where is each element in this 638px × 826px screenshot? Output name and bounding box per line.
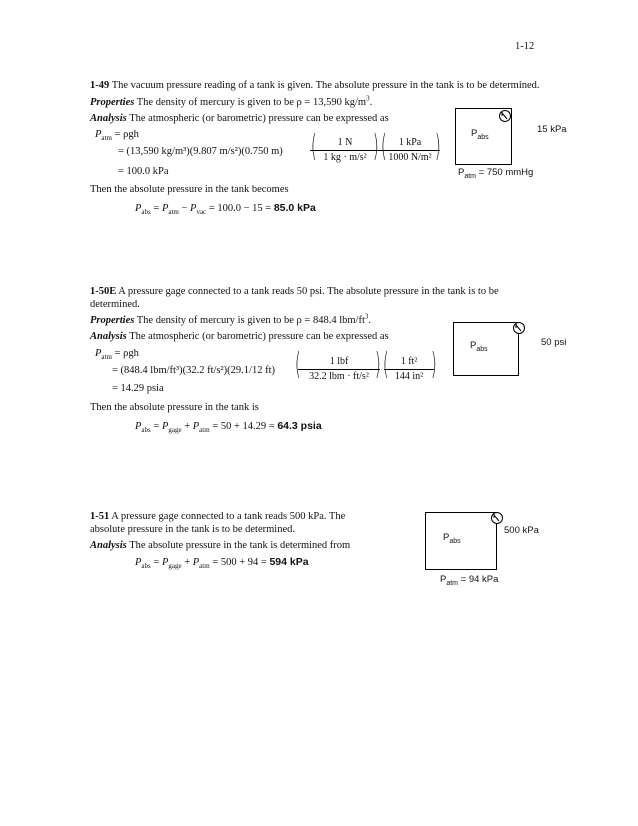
eq-patm-lhs: $P_{atm} = \rho gh$ — [95, 348, 139, 362]
frac-den: 144 in² — [384, 369, 434, 382]
paren-open-1: ( — [294, 347, 301, 382]
paren-close-1: ) — [374, 347, 381, 382]
problem-number: 1-49 — [90, 80, 110, 91]
statement-text: The vacuum pressure reading of a tank is given. The absolute pressure in the tank is to be determined. — [111, 80, 540, 91]
then-text: Then the absolute pressure in the tank is — [90, 402, 259, 413]
gauge-reading: 50 psi — [541, 337, 567, 348]
properties-text: The density of mercury is given to be ρ = 13,590 kg/m — [136, 97, 367, 108]
eq-substitution: = (848.4 lbm/ft³)(32.2 ft/s²)(29.1/12 ft) — [112, 365, 275, 376]
analysis-text: The absolute pressure in the tank is determined from — [129, 540, 351, 551]
properties-label: Properties — [90, 315, 135, 326]
analysis-label: Analysis — [90, 113, 127, 124]
properties-label: Properties — [90, 97, 135, 108]
paren-open-2: ( — [380, 129, 387, 164]
problem-number: 1-50E — [90, 286, 117, 297]
eq-pabs: $P_{abs} = P_{gage} + P_{atm} = 50 + 14.29 = 64.3$ psia — [135, 420, 322, 435]
eq-result-line: = 14.29 psia — [112, 383, 164, 394]
eq-rhogh: = ρgh — [114, 348, 139, 359]
result-value: 64.3 psia — [277, 420, 322, 432]
tank-pabs-label: $P_{abs}$ — [470, 340, 488, 353]
gauge-icon — [498, 109, 512, 123]
eq-patm-lhs: $P_{atm} = \rho gh$ — [95, 129, 139, 143]
frac-den: 32.2 lbm · ft/s² — [298, 369, 380, 382]
result-value: 85.0 kPa — [273, 202, 316, 214]
frac-2 — [380, 137, 440, 163]
then-text: Then the absolute pressure in the tank becomes — [90, 184, 289, 195]
patm-label: $P_{atm} = 750$ mmHg — [458, 167, 534, 180]
eq-rhogh: = ρgh — [114, 129, 139, 140]
gauge-icon — [490, 511, 504, 525]
paren-close-2: ) — [430, 347, 437, 382]
properties-sup: 3 — [366, 94, 370, 103]
frac-num: 1 kPa — [398, 137, 422, 148]
statement-text-2: determined. — [90, 299, 140, 310]
problem-1-50e-properties: Properties The density of mercury is given to be ρ = 848.4 lbm/$ft^3$. — [90, 312, 372, 326]
problem-1-51-statement — [90, 510, 345, 523]
problem-1-50e-analysis — [90, 330, 389, 343]
problem-number: 1-51 — [90, 511, 110, 522]
statement-text: A pressure gage connected to a tank reads 50 psi. The absolute pressure in the tank is to be — [118, 286, 499, 297]
properties-sup: 3 — [364, 312, 369, 321]
eq-pabs: $P_{abs} = P_{gage} + P_{atm} = 500 + 94 = 594$ kPa — [135, 556, 309, 571]
frac-num: 1 ft² — [400, 356, 418, 367]
frac-1 — [310, 137, 380, 163]
frac-2 — [384, 356, 434, 382]
eq-substitution: = (13,590 kg/m³)(9.807 m/s²)(0.750 m) — [118, 146, 283, 157]
eq-pabs: $P_{abs} = P_{atm} - P_{vac} = 100.0 - 15 = 85.0$ kPa — [135, 202, 316, 217]
problem-1-50e-statement — [90, 285, 499, 298]
eq-result-line: = 100.0 kPa — [118, 166, 169, 177]
frac-num: 1 N — [337, 137, 353, 148]
eq-pabs-rhs: = 500 + 94 = — [212, 557, 267, 568]
problem-1-49-properties: Properties The density of mercury is given to be ρ = 13,590 $kg/m^3$. — [90, 94, 373, 108]
statement-text: A pressure gage connected to a tank reads 500 kPa. The — [111, 511, 346, 522]
paren-close-2: ) — [434, 129, 441, 164]
paren-open-1: ( — [310, 129, 317, 164]
eq-pabs-rhs: = 50 + 14.29 = — [212, 421, 275, 432]
patm-label: $P_{atm} = 94$ kPa — [440, 574, 499, 587]
tank-box — [425, 512, 497, 570]
problem-1-49-statement — [90, 79, 540, 92]
tank-pabs-label: $P_{abs}$ — [471, 128, 489, 141]
problem-1-49-analysis — [90, 112, 389, 125]
gauge-reading: 500 kPa — [504, 525, 539, 536]
analysis-text: The atmospheric (or barometric) pressure can be expressed as — [129, 331, 389, 342]
problem-1-51-analysis — [90, 539, 350, 552]
analysis-label: Analysis — [90, 331, 127, 342]
paren-open-2: ( — [382, 347, 389, 382]
frac-num: 1 lbf — [329, 356, 349, 367]
statement-text-2: absolute pressure in the tank is to be determined. — [90, 524, 295, 535]
gauge-icon — [512, 321, 526, 335]
paren-close-1: ) — [372, 129, 379, 164]
page-number: 1-12 — [515, 41, 535, 52]
gauge-reading: 15 kPa — [537, 124, 567, 135]
analysis-label: Analysis — [90, 540, 127, 551]
frac-den: 1000 N/m² — [380, 150, 440, 163]
analysis-text: The atmospheric (or barometric) pressure can be expressed as — [129, 113, 389, 124]
eq-pabs-rhs: = 100.0 − 15 = — [208, 203, 272, 214]
tank-pabs-label: $P_{abs}$ — [443, 532, 461, 545]
frac-1 — [298, 356, 380, 382]
properties-text: The density of mercury is given to be ρ = 848.4 lbm/ft — [136, 315, 365, 326]
frac-den: 1 kg · m/s² — [310, 150, 380, 163]
result-value: 594 kPa — [269, 556, 309, 568]
